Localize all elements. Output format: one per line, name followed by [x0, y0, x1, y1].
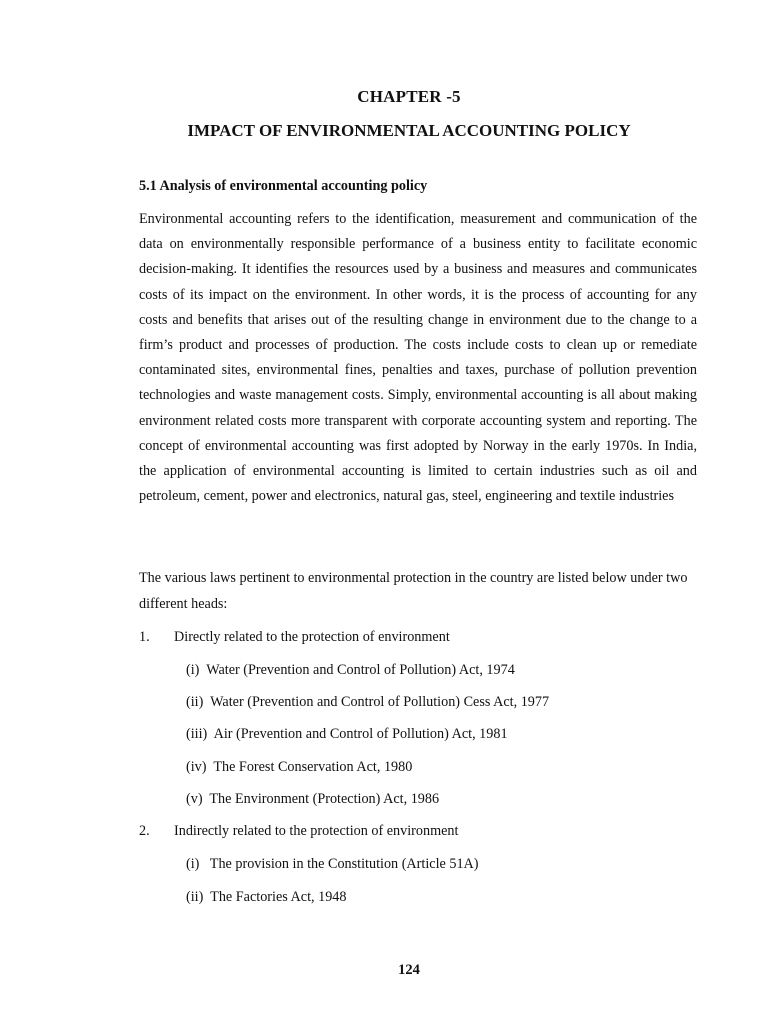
list-heading-direct [139, 629, 450, 646]
list-item: (iii) Air (Prevention and Control of Pollution) Act, 1981 [186, 726, 508, 742]
list-heading-text: Directly related to the protection of environment [174, 629, 450, 645]
paragraph-definition: Environmental accounting refers to the identification, measurement and communication of the data on environmentally responsible performance of a business entity to facilitate economic decision-making. It identifies the resources used by a business and measures and communicates costs of its impact on the environment. In other words, it is the process of accounting for any costs and benefits that arises out of the resulting change in environment due to the change to a firm’s product and processes of production. The costs include costs to clean up or remediate contaminated sites, environmental fines, penalties and taxes, purchase of pollution prevention technologies and waste management costs. Simply, environmental accounting is all about making environment related costs more transparent with corporate accounting system and reporting. The concept of environmental accounting was first adopted by Norway in the early 1970s. In India, the application of environmental accounting is limited to certain industries such as oil and petroleum, cement, power and electronics, natural gas, steel, engineering and textile industries [139, 211, 697, 505]
chapter-title: IMPACT OF ENVIRONMENTAL ACCOUNTING POLICY [187, 121, 631, 140]
page-number: 124 [398, 962, 420, 978]
chapter-label: CHAPTER -5 [357, 87, 461, 106]
list-number: 1. [139, 629, 150, 645]
list-item: (v) The Environment (Protection) Act, 1986 [186, 791, 440, 807]
paragraph-laws-intro: The various laws pertinent to environmental protection in the country are listed below under two different heads: [139, 570, 688, 612]
list-item: (i) The provision in the Constitution (Article 51A) [186, 856, 479, 872]
list-item: (ii) Water (Prevention and Control of Pollution) Cess Act, 1977 [186, 694, 550, 710]
list-heading-text: Indirectly related to the protection of environment [174, 823, 459, 839]
list-number: 2. [139, 823, 150, 839]
list-item: (ii) The Factories Act, 1948 [186, 889, 347, 905]
list-item: (i) Water (Prevention and Control of Pollution) Act, 1974 [186, 662, 515, 678]
list-item: (iv) The Forest Conservation Act, 1980 [186, 759, 413, 775]
section-heading: 5.1 Analysis of environmental accounting policy [139, 178, 428, 194]
list-heading-indirect [139, 823, 458, 840]
